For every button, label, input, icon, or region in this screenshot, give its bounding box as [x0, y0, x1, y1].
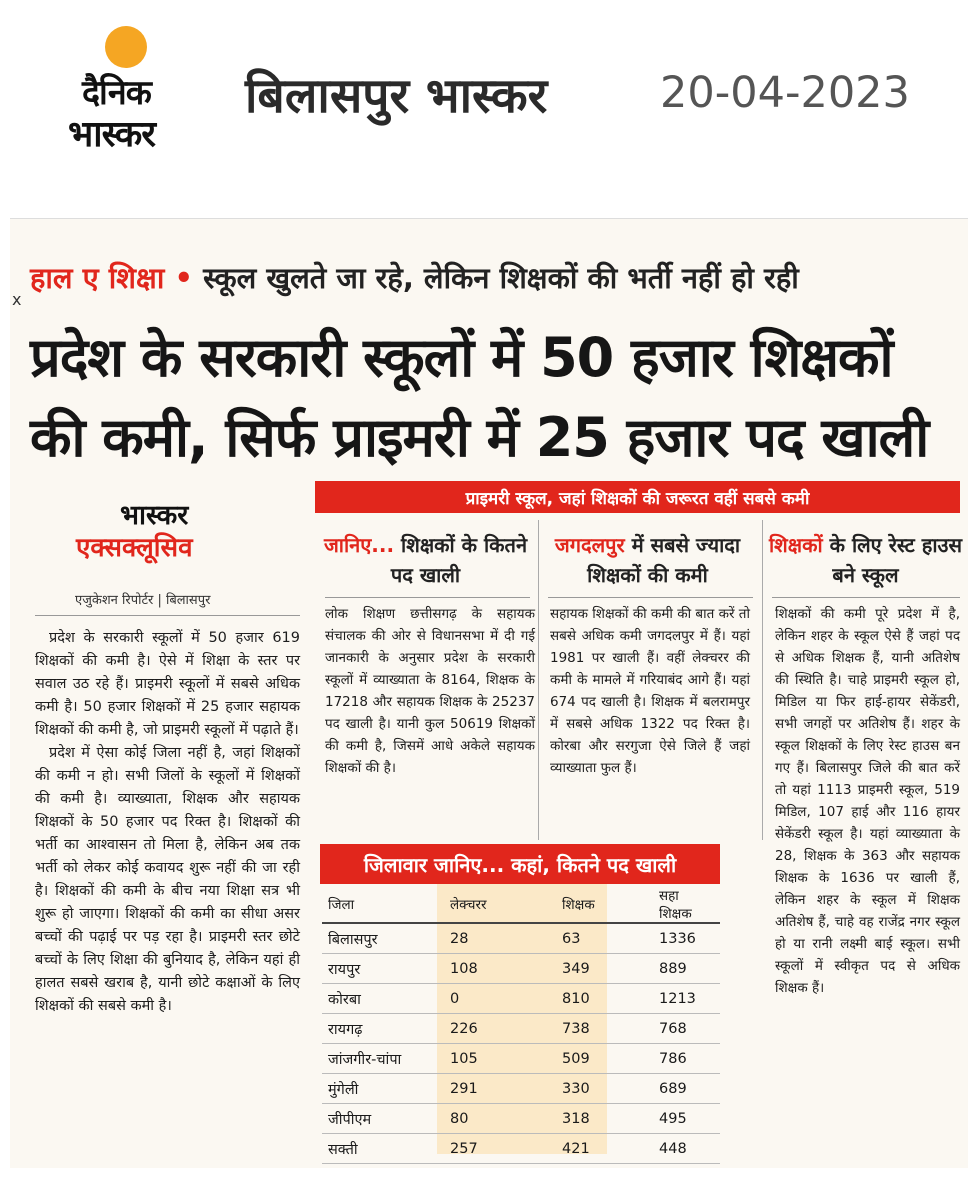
column-3-body: शिक्षकों की कमी पूरे प्रदेश में है, लेकिन शहर के स्कूल ऐसे हैं जहां पद से अधिक शिक्षक हैं, यानी अतिशेष की स्थिति है। चाहे प्राइमरी स्कूल हो, मिडिल या फिर हाई-हायर सेकेंडरी, सभी जगहों पर अतिशेष हैं। शहर के स्कूल शिक्षकों के लिए रेस्ट हाउस बन गए हैं। बिलासपुर जिले की बात करें तो यहां 1113 प्राइमरी स्कूल, 519 मिडिल, 107 हाई और 116 हायर सेकेंडरी स्कूल है। यहां व्याख्याता के 28, शिक्षक के 363 और सहायक शिक्षक के 1636 पर खाली हैं, लेकिन शहर के स्कूल में शिक्षक अतिशेष हैं, चाहे वह राजेंद्र नगर स्कूल हो या रानी लक्ष्मी बाई स्कूल। सभी स्कूलों में स्वीकृत पद से अधिक शिक्षक हैं।	[775, 606, 960, 996]
kicker-label: हाल ए शिक्षा	[30, 261, 165, 295]
table-cell: 689	[653, 1074, 720, 1104]
table-row	[322, 984, 720, 1014]
table-cell: 509	[556, 1044, 653, 1074]
table-cell: कोरबा	[322, 984, 444, 1014]
divider	[772, 597, 960, 598]
district-vacancy-table	[322, 886, 720, 1164]
table-cell: 291	[444, 1074, 556, 1104]
logo-text-top: दैनिक	[82, 73, 151, 113]
margin-mark: x	[12, 290, 22, 309]
table-cell: 421	[556, 1134, 653, 1164]
table-row	[322, 1134, 720, 1164]
heading-highlight: शिक्षकों	[768, 533, 823, 557]
headline-line-1: प्रदेश के सरकारी स्कूलों में 50 हजार शिक्षकों	[30, 326, 893, 389]
column-header: सहा शिक्षक	[653, 886, 720, 923]
table-cell: 257	[444, 1134, 556, 1164]
heading-text: के लिए रेस्ट हाउस बने स्कूल	[822, 533, 962, 587]
logo-text-bottom: भास्कर	[68, 114, 156, 155]
kicker-line	[30, 258, 799, 297]
paragraph: प्रदेश के सरकारी स्कूलों में 50 हजार 619 शिक्षकों की कमी है। ऐसे में शिक्षा के स्तर पर सवाल उठ रहे हैं। प्राइमरी स्कूलों में सबसे अधिक कमी है। 50 हजार शिक्षकों में 25 हजार सहायक शिक्षकों की कमी है, जो प्राइमरी स्कूलों में पढ़ाते हैं।	[35, 630, 300, 738]
table-row	[322, 1014, 720, 1044]
heading-text: शिक्षकों के कितने पद खाली	[390, 533, 528, 587]
column-divider	[538, 520, 539, 840]
column-1-heading	[318, 530, 533, 590]
kicker-bullet: •	[174, 261, 193, 295]
divider	[35, 615, 300, 616]
table-cell: जांजगीर-चांपा	[322, 1044, 444, 1074]
column-1-body: लोक शिक्षण छत्तीसगढ़ के सहायक संचालक की ओर से विधानसभा में दी गई जानकारी के अनुसार प्रदेश के सरकारी स्कूलों में व्याख्याता के 8164, शिक्षक के 17218 और सहायक शिक्षक के 25237 पद खाली है। यानी कुल 50619 शिक्षकों की कमी है, जिसमें आधे अकेले सहायक शिक्षकों की है।	[325, 606, 535, 776]
table-cell: मुंगेली	[322, 1074, 444, 1104]
table-cell: 28	[444, 923, 556, 954]
column-divider	[762, 520, 763, 840]
table-cell: 1213	[653, 984, 720, 1014]
table-cell: 1336	[653, 923, 720, 954]
section-brand: भास्कर	[120, 500, 189, 531]
heading-text: में सबसे ज्यादा शिक्षकों की कमी	[587, 533, 741, 587]
paragraph: प्रदेश में ऐसा कोई जिला नहीं है, जहां शिक्षकों की कमी न हो। सभी जिलों के स्कूलों में शिक्षकों की कमी है। व्याख्याता, शिक्षक और सहायक शिक्षकों के 50 हजार पद रिक्त है। शिक्षकों की भर्ती का आश्वासन तो मिला है, लेकिन अब तक भर्ती को लेकर कोई कवायद शुरू नहीं की जा रही है। शिक्षकों की कमी के बीच नया शिक्षा सत्र भी शुरू हो जाएगा। शिक्षकों की कमी का सीधा असर बच्चों की पढ़ाई पर पड़ रहा है। प्राइमरी स्तर छोटे बच्चों के लिए शिक्षा की बुनियाद है, लेकिन यहां ही हालत सबसे खराब है, यानी छोटे कक्षाओं के लिए शिक्षकों की सबसे कमी है।	[35, 745, 300, 1014]
divider	[548, 597, 753, 598]
table-cell: 448	[653, 1134, 720, 1164]
table-cell: 810	[556, 984, 653, 1014]
heading-highlight: जगदलपुर	[554, 533, 625, 557]
table-cell: 0	[444, 984, 556, 1014]
section-exclusive: एक्सक्लूसिव	[76, 533, 193, 563]
page-bottom	[0, 1168, 974, 1200]
table-cell: 330	[556, 1074, 653, 1104]
byline: एजुकेशन रिपोर्टर | बिलासपुर	[75, 593, 211, 608]
table-cell: बिलासपुर	[322, 923, 444, 954]
edition-name: बिलासपुर भास्कर	[245, 68, 548, 124]
table-row	[322, 1074, 720, 1104]
table-cell: 738	[556, 1014, 653, 1044]
divider	[325, 597, 530, 598]
headline-line-2: की कमी, सिर्फ प्राइमरी में 25 हजार पद खाली	[30, 406, 929, 469]
table-cell: 63	[556, 923, 653, 954]
table-row	[322, 1104, 720, 1134]
column-2-heading	[540, 530, 755, 590]
logo-sun-icon	[105, 26, 147, 68]
column-header: लेक्चरर	[444, 886, 556, 923]
section-banner: प्राइमरी स्कूल, जहां शिक्षकों की जरूरत वहीं सबसे कमी	[315, 481, 960, 513]
table-title: जिलावार जानिए... कहां, कितने पद खाली	[320, 844, 720, 884]
table-row	[322, 954, 720, 984]
column-header: जिला	[322, 886, 444, 923]
table-cell: 768	[653, 1014, 720, 1044]
table-header-row	[322, 886, 720, 923]
table-cell: 349	[556, 954, 653, 984]
column-2-body: सहायक शिक्षकों की कमी की बात करें तो सबसे अधिक कमी जगदलपुर में हैं। यहां 1981 पर खाली हैं। वहीं लेक्चरर की कमी के मामले में गरियाबंद आगे हैं। यहां 674 पद खाली है। शिक्षक में बलरामपुर में सबसे अधिक 1322 पद रिक्त है। कोरबा और सरगुजा ऐसे जिले हैं जहां व्याख्याता फुल हैं।	[550, 606, 750, 776]
table-cell: 318	[556, 1104, 653, 1134]
table-cell: 226	[444, 1014, 556, 1044]
kicker-text: स्कूल खुलते जा रहे, लेकिन शिक्षकों की भर्ती नहीं हो रही	[203, 261, 799, 295]
table-cell: 108	[444, 954, 556, 984]
table-row	[322, 923, 720, 954]
table-cell: जीपीएम	[322, 1104, 444, 1134]
left-column-body	[35, 627, 300, 1018]
table-cell: रायगढ़	[322, 1014, 444, 1044]
table-cell: रायपुर	[322, 954, 444, 984]
table-cell: 495	[653, 1104, 720, 1134]
column-header: शिक्षक	[556, 886, 653, 923]
table-cell: 80	[444, 1104, 556, 1134]
column-3-heading	[768, 530, 963, 590]
table-cell: 889	[653, 954, 720, 984]
table-cell: सक्ती	[322, 1134, 444, 1164]
table-row	[322, 1044, 720, 1074]
table-cell: 786	[653, 1044, 720, 1074]
edition-date: 20-04-2023	[660, 68, 910, 118]
heading-highlight: जानिए...	[323, 533, 395, 557]
table-cell: 105	[444, 1044, 556, 1074]
